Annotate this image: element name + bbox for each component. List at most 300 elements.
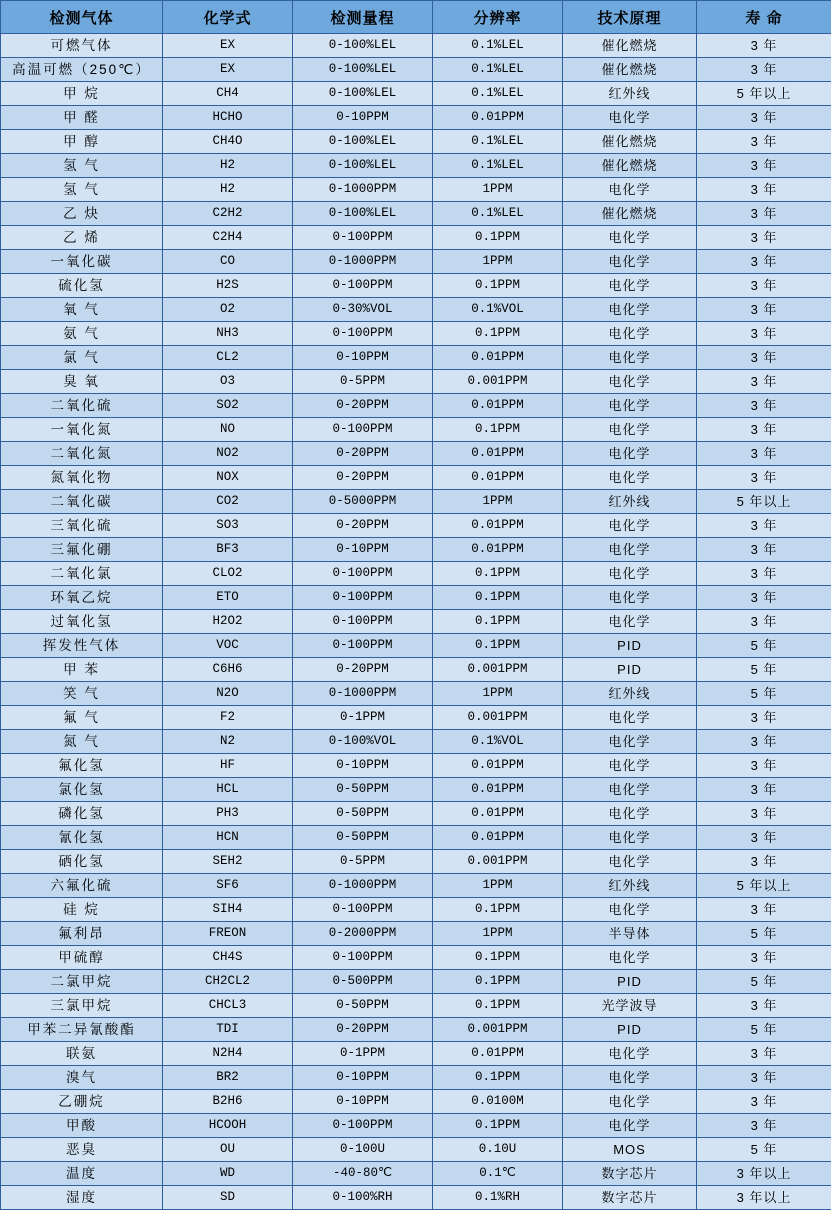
cell-chemical-formula: SO2 (163, 394, 293, 418)
cell-lifetime: 3 年 (697, 226, 831, 250)
cell-technical-principle: 电化学 (563, 562, 697, 586)
cell-lifetime: 3 年 (697, 1066, 831, 1090)
cell-gas-name: 氮 气 (1, 730, 163, 754)
table-row (1, 586, 831, 610)
cell-detection-range: 0-1000PPM (293, 250, 433, 274)
cell-detection-range: 0-10PPM (293, 106, 433, 130)
cell-technical-principle: PID (563, 1018, 697, 1042)
cell-technical-principle: 电化学 (563, 466, 697, 490)
cell-lifetime: 3 年 (697, 778, 831, 802)
cell-detection-range: 0-5PPM (293, 850, 433, 874)
cell-detection-range: 0-50PPM (293, 802, 433, 826)
cell-technical-principle: 电化学 (563, 538, 697, 562)
cell-chemical-formula: O2 (163, 298, 293, 322)
table-row (1, 130, 831, 154)
cell-technical-principle: 电化学 (563, 946, 697, 970)
cell-lifetime: 3 年 (697, 202, 831, 226)
cell-technical-principle: 电化学 (563, 826, 697, 850)
cell-resolution: 1PPM (433, 250, 563, 274)
cell-lifetime: 3 年 (697, 370, 831, 394)
cell-detection-range: 0-100PPM (293, 586, 433, 610)
table-row (1, 922, 831, 946)
cell-chemical-formula: NO2 (163, 442, 293, 466)
cell-gas-name: 联氨 (1, 1042, 163, 1066)
cell-chemical-formula: SD (163, 1186, 293, 1210)
cell-detection-range: 0-50PPM (293, 826, 433, 850)
cell-technical-principle: 数字芯片 (563, 1162, 697, 1186)
header-technical-principle: 技术原理 (563, 1, 697, 34)
cell-gas-name: 氧 气 (1, 298, 163, 322)
cell-gas-name: 挥发性气体 (1, 634, 163, 658)
cell-resolution: 0.01PPM (433, 802, 563, 826)
cell-technical-principle: 电化学 (563, 370, 697, 394)
cell-lifetime: 3 年 (697, 442, 831, 466)
table-row (1, 610, 831, 634)
table-row (1, 34, 831, 58)
table-row (1, 1114, 831, 1138)
table-row (1, 898, 831, 922)
cell-resolution: 0.1PPM (433, 1114, 563, 1138)
cell-lifetime: 5 年 (697, 922, 831, 946)
cell-gas-name: 氯化氢 (1, 778, 163, 802)
cell-chemical-formula: N2H4 (163, 1042, 293, 1066)
cell-resolution: 0.01PPM (433, 466, 563, 490)
cell-lifetime: 3 年 (697, 250, 831, 274)
cell-chemical-formula: VOC (163, 634, 293, 658)
table-row (1, 802, 831, 826)
cell-technical-principle: 电化学 (563, 754, 697, 778)
cell-resolution: 0.1PPM (433, 586, 563, 610)
cell-resolution: 0.01PPM (433, 346, 563, 370)
cell-detection-range: 0-100%LEL (293, 34, 433, 58)
cell-lifetime: 3 年 (697, 898, 831, 922)
cell-resolution: 0.001PPM (433, 370, 563, 394)
cell-technical-principle: 电化学 (563, 442, 697, 466)
cell-lifetime: 3 年 (697, 802, 831, 826)
cell-lifetime: 3 年 (697, 850, 831, 874)
cell-gas-name: 溴气 (1, 1066, 163, 1090)
table-body (1, 34, 831, 1210)
cell-lifetime: 5 年 (697, 970, 831, 994)
cell-chemical-formula: NOX (163, 466, 293, 490)
cell-chemical-formula: BR2 (163, 1066, 293, 1090)
cell-resolution: 1PPM (433, 682, 563, 706)
cell-chemical-formula: C2H4 (163, 226, 293, 250)
cell-technical-principle: 电化学 (563, 514, 697, 538)
cell-lifetime: 3 年 (697, 178, 831, 202)
cell-detection-range: 0-20PPM (293, 394, 433, 418)
table-row (1, 202, 831, 226)
cell-gas-name: 磷化氢 (1, 802, 163, 826)
cell-gas-name: 二氧化硫 (1, 394, 163, 418)
table-row (1, 346, 831, 370)
cell-gas-name: 氮氧化物 (1, 466, 163, 490)
cell-technical-principle: 电化学 (563, 1066, 697, 1090)
cell-gas-name: 一氧化碳 (1, 250, 163, 274)
cell-detection-range: 0-1000PPM (293, 682, 433, 706)
cell-technical-principle: 红外线 (563, 490, 697, 514)
cell-detection-range: 0-30%VOL (293, 298, 433, 322)
cell-detection-range: 0-100PPM (293, 610, 433, 634)
cell-resolution: 0.1%VOL (433, 730, 563, 754)
cell-chemical-formula: HCN (163, 826, 293, 850)
cell-gas-name: 二氧化碳 (1, 490, 163, 514)
cell-chemical-formula: H2O2 (163, 610, 293, 634)
cell-resolution: 0.001PPM (433, 1018, 563, 1042)
cell-gas-name: 过氧化氢 (1, 610, 163, 634)
table-row (1, 1042, 831, 1066)
cell-technical-principle: 催化燃烧 (563, 58, 697, 82)
cell-detection-range: 0-50PPM (293, 778, 433, 802)
cell-lifetime: 3 年 (697, 418, 831, 442)
table-row (1, 1090, 831, 1114)
cell-chemical-formula: B2H6 (163, 1090, 293, 1114)
cell-resolution: 0.1PPM (433, 1066, 563, 1090)
cell-technical-principle: 电化学 (563, 730, 697, 754)
cell-gas-name: 氨 气 (1, 322, 163, 346)
cell-lifetime: 5 年 (697, 1138, 831, 1162)
table-row (1, 394, 831, 418)
cell-detection-range: 0-50PPM (293, 994, 433, 1018)
table-row (1, 1186, 831, 1210)
cell-lifetime: 5 年 (697, 658, 831, 682)
cell-gas-name: 氟 气 (1, 706, 163, 730)
cell-chemical-formula: C6H6 (163, 658, 293, 682)
cell-technical-principle: 电化学 (563, 1114, 697, 1138)
cell-lifetime: 5 年以上 (697, 490, 831, 514)
cell-technical-principle: 催化燃烧 (563, 202, 697, 226)
cell-technical-principle: 半导体 (563, 922, 697, 946)
cell-chemical-formula: CH2CL2 (163, 970, 293, 994)
cell-technical-principle: 催化燃烧 (563, 34, 697, 58)
table-row (1, 442, 831, 466)
cell-lifetime: 3 年 (697, 706, 831, 730)
cell-gas-name: 三氯甲烷 (1, 994, 163, 1018)
cell-resolution: 0.1PPM (433, 562, 563, 586)
table-row (1, 226, 831, 250)
cell-chemical-formula: FREON (163, 922, 293, 946)
table-row (1, 826, 831, 850)
cell-detection-range: 0-20PPM (293, 514, 433, 538)
cell-chemical-formula: NO (163, 418, 293, 442)
cell-resolution: 0.01PPM (433, 106, 563, 130)
cell-gas-name: 六氟化硫 (1, 874, 163, 898)
cell-chemical-formula: EX (163, 34, 293, 58)
cell-resolution: 0.1PPM (433, 226, 563, 250)
cell-detection-range: 0-100%LEL (293, 154, 433, 178)
header-resolution: 分辨率 (433, 1, 563, 34)
cell-technical-principle: 红外线 (563, 682, 697, 706)
cell-chemical-formula: H2 (163, 178, 293, 202)
cell-detection-range: 0-100U (293, 1138, 433, 1162)
table-row (1, 634, 831, 658)
cell-detection-range: 0-100PPM (293, 274, 433, 298)
cell-technical-principle: MOS (563, 1138, 697, 1162)
cell-chemical-formula: H2 (163, 154, 293, 178)
cell-technical-principle: 红外线 (563, 82, 697, 106)
cell-lifetime: 5 年以上 (697, 82, 831, 106)
cell-detection-range: 0-100PPM (293, 898, 433, 922)
cell-lifetime: 3 年 (697, 586, 831, 610)
cell-resolution: 0.01PPM (433, 514, 563, 538)
cell-resolution: 0.1PPM (433, 946, 563, 970)
cell-detection-range: 0-10PPM (293, 754, 433, 778)
cell-gas-name: 二氯甲烷 (1, 970, 163, 994)
cell-technical-principle: 电化学 (563, 1042, 697, 1066)
cell-resolution: 0.01PPM (433, 538, 563, 562)
cell-lifetime: 3 年 (697, 1090, 831, 1114)
cell-lifetime: 3 年 (697, 394, 831, 418)
cell-gas-name: 氰化氢 (1, 826, 163, 850)
cell-gas-name: 硅 烷 (1, 898, 163, 922)
table-row (1, 754, 831, 778)
cell-lifetime: 3 年 (697, 298, 831, 322)
cell-gas-name: 甲 醇 (1, 130, 163, 154)
cell-technical-principle: 电化学 (563, 250, 697, 274)
table-row (1, 730, 831, 754)
cell-lifetime: 3 年 (697, 274, 831, 298)
table-row (1, 82, 831, 106)
cell-lifetime: 3 年 (697, 154, 831, 178)
cell-gas-name: 氢 气 (1, 178, 163, 202)
cell-resolution: 0.1PPM (433, 898, 563, 922)
cell-resolution: 0.1PPM (433, 610, 563, 634)
cell-lifetime: 3 年 (697, 130, 831, 154)
cell-technical-principle: 催化燃烧 (563, 130, 697, 154)
table-row (1, 874, 831, 898)
cell-chemical-formula: C2H2 (163, 202, 293, 226)
header-lifetime: 寿 命 (697, 1, 831, 34)
cell-chemical-formula: WD (163, 1162, 293, 1186)
cell-gas-name: 一氧化氮 (1, 418, 163, 442)
cell-gas-name: 臭 氧 (1, 370, 163, 394)
cell-lifetime: 5 年 (697, 682, 831, 706)
cell-detection-range: 0-100%VOL (293, 730, 433, 754)
cell-detection-range: 0-100PPM (293, 418, 433, 442)
cell-resolution: 0.1PPM (433, 994, 563, 1018)
cell-lifetime: 3 年 (697, 754, 831, 778)
cell-technical-principle: 电化学 (563, 346, 697, 370)
cell-resolution: 0.1PPM (433, 322, 563, 346)
cell-chemical-formula: SO3 (163, 514, 293, 538)
cell-gas-name: 高温可燃（250℃） (1, 58, 163, 82)
cell-technical-principle: 光学波导 (563, 994, 697, 1018)
cell-resolution: 0.1PPM (433, 970, 563, 994)
cell-detection-range: 0-100PPM (293, 1114, 433, 1138)
cell-lifetime: 3 年以上 (697, 1186, 831, 1210)
table-header (1, 1, 831, 34)
table-row (1, 514, 831, 538)
cell-gas-name: 湿度 (1, 1186, 163, 1210)
cell-lifetime: 3 年 (697, 730, 831, 754)
cell-gas-name: 硒化氢 (1, 850, 163, 874)
cell-chemical-formula: BF3 (163, 538, 293, 562)
cell-gas-name: 甲 醛 (1, 106, 163, 130)
table-row (1, 562, 831, 586)
cell-lifetime: 5 年以上 (697, 874, 831, 898)
cell-resolution: 0.1PPM (433, 418, 563, 442)
header-row (1, 1, 831, 34)
cell-detection-range: 0-100PPM (293, 946, 433, 970)
cell-technical-principle: 电化学 (563, 226, 697, 250)
cell-lifetime: 3 年 (697, 346, 831, 370)
cell-resolution: 0.001PPM (433, 658, 563, 682)
table-row (1, 418, 831, 442)
table-row (1, 682, 831, 706)
table-row (1, 298, 831, 322)
cell-resolution: 0.01PPM (433, 754, 563, 778)
cell-gas-name: 甲 烷 (1, 82, 163, 106)
cell-detection-range: 0-20PPM (293, 658, 433, 682)
table-row (1, 1018, 831, 1042)
cell-technical-principle: PID (563, 634, 697, 658)
cell-resolution: 0.10U (433, 1138, 563, 1162)
cell-technical-principle: 电化学 (563, 298, 697, 322)
cell-resolution: 0.1%LEL (433, 34, 563, 58)
table-row (1, 178, 831, 202)
cell-chemical-formula: HCL (163, 778, 293, 802)
cell-chemical-formula: F2 (163, 706, 293, 730)
cell-detection-range: 0-100%LEL (293, 82, 433, 106)
cell-lifetime: 3 年 (697, 322, 831, 346)
cell-gas-name: 乙 烯 (1, 226, 163, 250)
cell-resolution: 0.1%LEL (433, 202, 563, 226)
table-row (1, 106, 831, 130)
cell-technical-principle: PID (563, 970, 697, 994)
cell-lifetime: 5 年 (697, 634, 831, 658)
cell-gas-name: 甲 苯 (1, 658, 163, 682)
cell-chemical-formula: N2 (163, 730, 293, 754)
cell-gas-name: 氢 气 (1, 154, 163, 178)
cell-chemical-formula: CO2 (163, 490, 293, 514)
cell-gas-name: 可燃气体 (1, 34, 163, 58)
cell-technical-principle: 电化学 (563, 1090, 697, 1114)
cell-chemical-formula: OU (163, 1138, 293, 1162)
cell-resolution: 1PPM (433, 922, 563, 946)
table-row (1, 322, 831, 346)
cell-gas-name: 氟化氢 (1, 754, 163, 778)
cell-chemical-formula: TDI (163, 1018, 293, 1042)
cell-detection-range: 0-10PPM (293, 1066, 433, 1090)
cell-detection-range: 0-100%LEL (293, 130, 433, 154)
cell-lifetime: 3 年 (697, 106, 831, 130)
table-row (1, 946, 831, 970)
cell-lifetime: 3 年 (697, 1114, 831, 1138)
cell-gas-name: 氟利昂 (1, 922, 163, 946)
cell-detection-range: -40-80℃ (293, 1162, 433, 1186)
cell-gas-name: 甲苯二异氰酸酯 (1, 1018, 163, 1042)
cell-chemical-formula: EX (163, 58, 293, 82)
cell-chemical-formula: NH3 (163, 322, 293, 346)
cell-detection-range: 0-100%LEL (293, 58, 433, 82)
cell-lifetime: 3 年 (697, 610, 831, 634)
table-row (1, 1138, 831, 1162)
table-row (1, 778, 831, 802)
table-row (1, 466, 831, 490)
cell-chemical-formula: O3 (163, 370, 293, 394)
cell-resolution: 0.0100M (433, 1090, 563, 1114)
cell-technical-principle: PID (563, 658, 697, 682)
cell-resolution: 0.001PPM (433, 850, 563, 874)
cell-gas-name: 氯 气 (1, 346, 163, 370)
cell-detection-range: 0-1000PPM (293, 874, 433, 898)
cell-technical-principle: 电化学 (563, 106, 697, 130)
cell-resolution: 0.01PPM (433, 394, 563, 418)
cell-resolution: 0.1%VOL (433, 298, 563, 322)
table-row (1, 994, 831, 1018)
table-row (1, 370, 831, 394)
cell-detection-range: 0-2000PPM (293, 922, 433, 946)
cell-gas-name: 三氧化硫 (1, 514, 163, 538)
cell-resolution: 0.001PPM (433, 706, 563, 730)
cell-gas-name: 乙硼烷 (1, 1090, 163, 1114)
cell-technical-principle: 电化学 (563, 586, 697, 610)
cell-technical-principle: 电化学 (563, 850, 697, 874)
table-row (1, 58, 831, 82)
cell-chemical-formula: CL2 (163, 346, 293, 370)
cell-lifetime: 3 年 (697, 538, 831, 562)
cell-chemical-formula: CH4S (163, 946, 293, 970)
cell-detection-range: 0-5PPM (293, 370, 433, 394)
cell-technical-principle: 数字芯片 (563, 1186, 697, 1210)
cell-resolution: 0.01PPM (433, 442, 563, 466)
cell-chemical-formula: HCOOH (163, 1114, 293, 1138)
cell-detection-range: 0-5000PPM (293, 490, 433, 514)
cell-chemical-formula: HF (163, 754, 293, 778)
cell-detection-range: 0-1PPM (293, 706, 433, 730)
cell-detection-range: 0-20PPM (293, 1018, 433, 1042)
cell-resolution: 0.1%LEL (433, 58, 563, 82)
table-row (1, 490, 831, 514)
cell-gas-name: 乙 炔 (1, 202, 163, 226)
cell-lifetime: 3 年 (697, 58, 831, 82)
cell-lifetime: 3 年以上 (697, 1162, 831, 1186)
cell-technical-principle: 电化学 (563, 802, 697, 826)
cell-gas-name: 恶臭 (1, 1138, 163, 1162)
cell-technical-principle: 红外线 (563, 874, 697, 898)
cell-lifetime: 3 年 (697, 946, 831, 970)
table-row (1, 850, 831, 874)
table-row (1, 1066, 831, 1090)
cell-detection-range: 0-10PPM (293, 346, 433, 370)
cell-lifetime: 3 年 (697, 1042, 831, 1066)
cell-gas-name: 环氧乙烷 (1, 586, 163, 610)
table-row (1, 274, 831, 298)
cell-chemical-formula: CH4O (163, 130, 293, 154)
table-row (1, 538, 831, 562)
table-row (1, 250, 831, 274)
cell-gas-name: 三氟化硼 (1, 538, 163, 562)
cell-technical-principle: 电化学 (563, 706, 697, 730)
cell-chemical-formula: PH3 (163, 802, 293, 826)
cell-resolution: 0.01PPM (433, 826, 563, 850)
cell-detection-range: 0-10PPM (293, 538, 433, 562)
cell-technical-principle: 电化学 (563, 418, 697, 442)
cell-resolution: 0.1PPM (433, 634, 563, 658)
cell-chemical-formula: HCHO (163, 106, 293, 130)
cell-detection-range: 0-100%LEL (293, 202, 433, 226)
cell-technical-principle: 电化学 (563, 178, 697, 202)
cell-chemical-formula: CLO2 (163, 562, 293, 586)
cell-chemical-formula: SEH2 (163, 850, 293, 874)
cell-chemical-formula: CH4 (163, 82, 293, 106)
cell-chemical-formula: N2O (163, 682, 293, 706)
cell-gas-name: 甲硫醇 (1, 946, 163, 970)
cell-chemical-formula: CO (163, 250, 293, 274)
cell-detection-range: 0-1PPM (293, 1042, 433, 1066)
header-gas-name: 检测气体 (1, 1, 163, 34)
cell-resolution: 0.1PPM (433, 274, 563, 298)
